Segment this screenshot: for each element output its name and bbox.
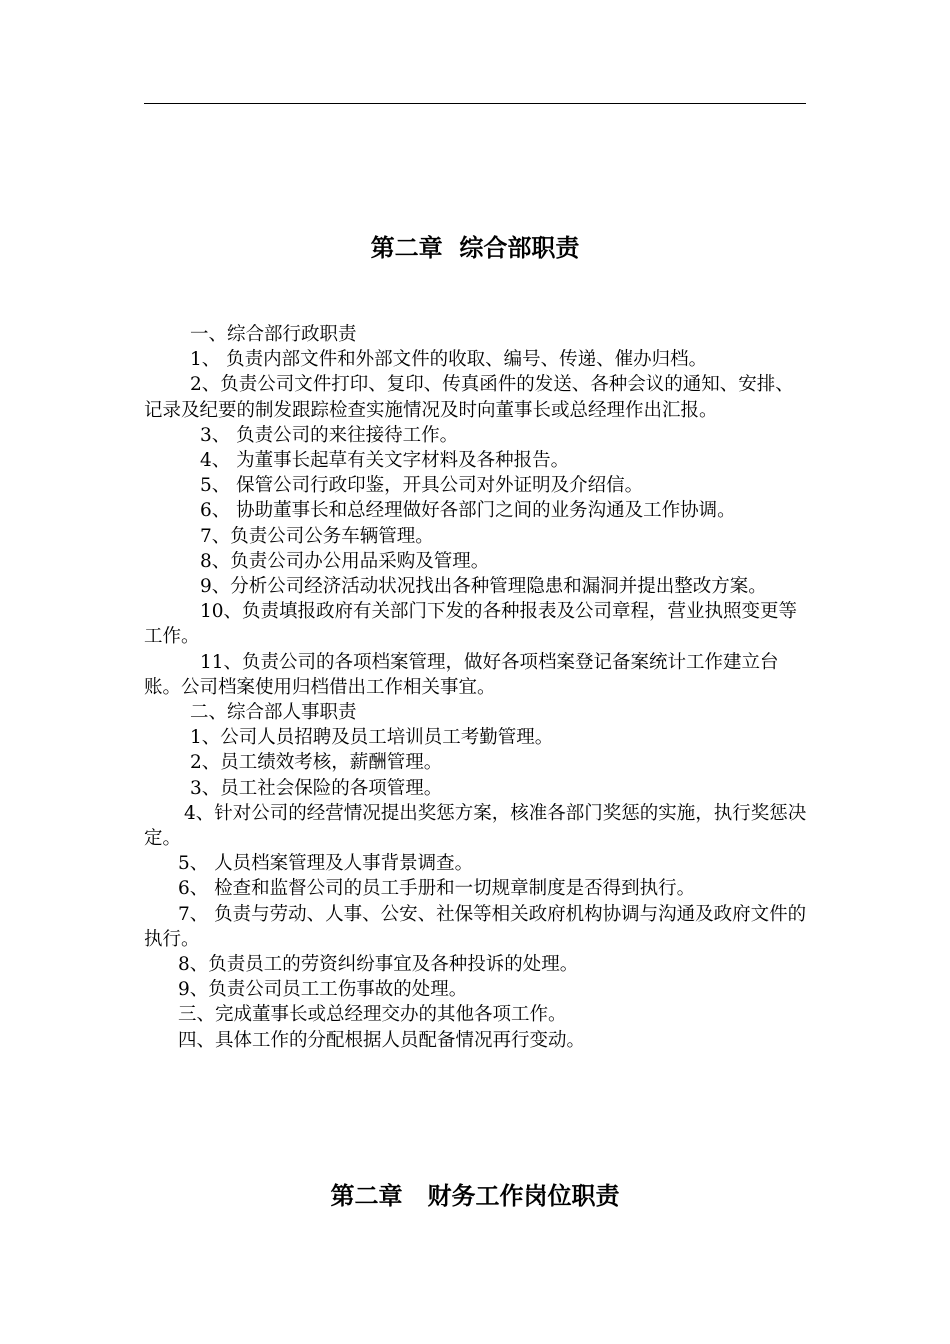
paragraph: 4、针对公司的经营情况提出奖惩方案，核准各部门奖惩的实施，执行奖惩决定。 bbox=[144, 802, 807, 850]
paragraph: 7、 负责与劳动、人事、公安、社保等相关政府机构协调与沟通及政府文件的执行。 bbox=[144, 903, 807, 950]
paragraph: 3、 负责公司的来往接待工作。 bbox=[200, 424, 459, 446]
paragraph: 5、 保管公司行政印鉴，开具公司对外证明及介绍信。 bbox=[200, 475, 644, 497]
header-rule bbox=[144, 103, 806, 104]
paragraph: 一、综合部行政职责 bbox=[190, 324, 357, 345]
paragraph: 1、 负责内部文件和外部文件的收取、编号、传递、催办归档。 bbox=[190, 349, 708, 371]
paragraph: 9、分析公司经济活动状况找出各种管理隐患和漏洞并提出整改方案。 bbox=[200, 576, 767, 598]
paragraph: 8、负责公司办公用品采购及管理。 bbox=[200, 550, 490, 572]
chapter-title-finance: 第二章 财务工作岗位职责 bbox=[330, 1181, 620, 1210]
paragraph: 二、综合部人事职责 bbox=[190, 702, 357, 724]
paragraph: 1、公司人员招聘及员工培训员工考勤管理。 bbox=[190, 727, 554, 749]
paragraph: 4、 为董事长起草有关文字材料及各种报告。 bbox=[200, 450, 570, 472]
paragraph: 9、负责公司员工工伤事故的处理。 bbox=[178, 979, 468, 1001]
chapter-title-comprehensive-dept: 第二章 综合部职责 bbox=[370, 233, 580, 262]
paragraph: 6、 协助董事长和总经理做好各部门之间的业务沟通及工作协调。 bbox=[200, 500, 736, 522]
paragraph: 8、负责员工的劳资纠纷事宜及各种投诉的处理。 bbox=[178, 954, 579, 976]
paragraph: 2、负责公司文件打印、复印、传真函件的发送、各种会议的通知、安排、记录及纪要的制发跟踪检查实施情况及时向董事长或总经理作出汇报。 bbox=[144, 374, 794, 421]
paragraph: 3、员工社会保险的各项管理。 bbox=[190, 777, 443, 799]
paragraph: 2、员工绩效考核，薪酬管理。 bbox=[190, 752, 443, 774]
paragraph: 三、完成董事长或总经理交办的其他各项工作。 bbox=[178, 1004, 567, 1026]
paragraph: 5、 人员档案管理及人事背景调查。 bbox=[178, 853, 474, 875]
paragraph: 10、负责填报政府有关部门下发的各种报表及公司章程，营业执照变更等工作。 bbox=[144, 601, 798, 648]
paragraph: 四、具体工作的分配根据人员配备情况再行变动。 bbox=[178, 1029, 586, 1051]
paragraph: 6、 检查和监督公司的员工手册和一切规章制度是否得到执行。 bbox=[178, 878, 696, 900]
paragraph: 7、负责公司公务车辆管理。 bbox=[200, 525, 434, 547]
paragraph: 11、负责公司的各项档案管理，做好各项档案登记备案统计工作建立台账。公司档案使用归档借出工作相关事宜。 bbox=[144, 651, 779, 698]
document-body bbox=[144, 322, 809, 1053]
